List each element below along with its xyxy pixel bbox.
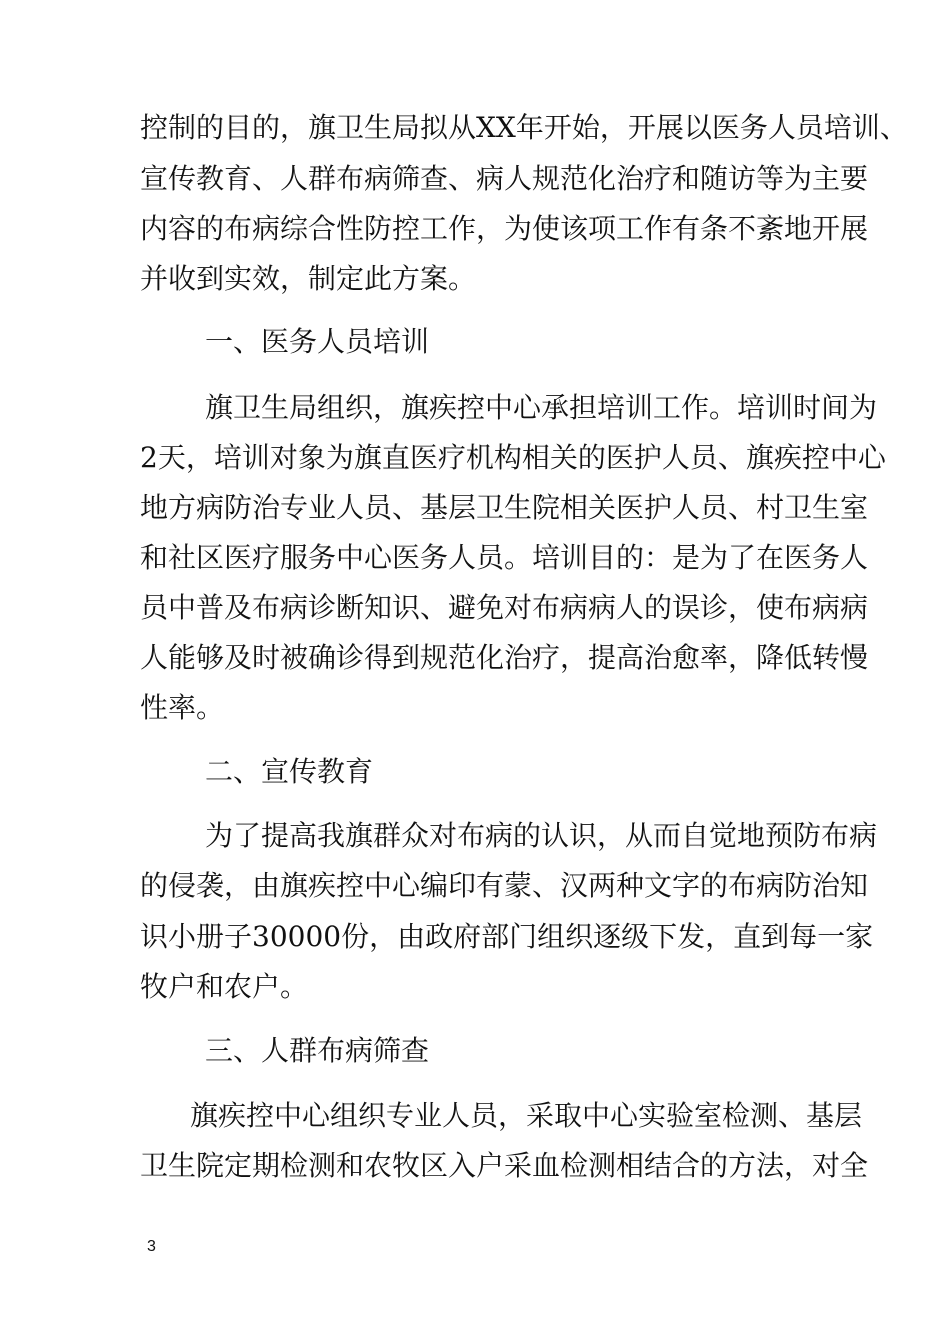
intro-line-4: 并收到实效，制定此方案。	[140, 262, 477, 295]
section-heading-3: 三、人群布病筛查	[205, 1034, 430, 1067]
intro-line-2: 宣传教育、人群布病筛查、病人规范化治疗和随访等为主要	[140, 162, 869, 195]
section1-line-6: 人能够及时被确诊得到规范化治疗，提高治愈率，降低转慢	[140, 641, 869, 674]
section1-line-2: 2天，培训对象为旗直医疗机构相关的医护人员、旗疾控中心	[140, 441, 886, 474]
section2-line-1: 为了提高我旗群众对布病的认识，从而自觉地预防布病	[205, 819, 878, 852]
section-heading-1: 一、医务人员培训	[205, 325, 430, 358]
section1-line-7: 性率。	[140, 691, 225, 724]
intro-line-3: 内容的布病综合性防控工作，为使该项工作有条不紊地开展	[140, 212, 869, 245]
intro-line-1: 控制的目的，旗卫生局拟从XX年开始，开展以医务人员培训、	[140, 111, 908, 144]
section2-line-4: 牧户和农户。	[140, 970, 309, 1003]
page-number: 3	[147, 1238, 156, 1255]
section1-line-1: 旗卫生局组织，旗疾控中心承担培训工作。培训时间为	[205, 391, 878, 424]
section3-line-1: 旗疾控中心组织专业人员，采取中心实验室检测、基层	[190, 1099, 863, 1132]
section1-line-4: 和社区医疗服务中心医务人员。培训目的：是为了在医务人	[140, 541, 869, 574]
section2-line-2: 的侵袭，由旗疾控中心编印有蒙、汉两种文字的布病防治知	[140, 869, 869, 902]
section1-line-5: 员中普及布病诊断知识、避免对布病病人的误诊，使布病病	[140, 591, 869, 624]
section3-line-2: 卫生院定期检测和农牧区入户采血检测相结合的方法，对全	[140, 1149, 869, 1182]
section2-line-3: 识小册子30000份，由政府部门组织逐级下发，直到每一家	[140, 920, 874, 953]
section-heading-2: 二、宣传教育	[205, 755, 374, 788]
section1-line-3: 地方病防治专业人员、基层卫生院相关医护人员、村卫生室	[140, 491, 869, 524]
